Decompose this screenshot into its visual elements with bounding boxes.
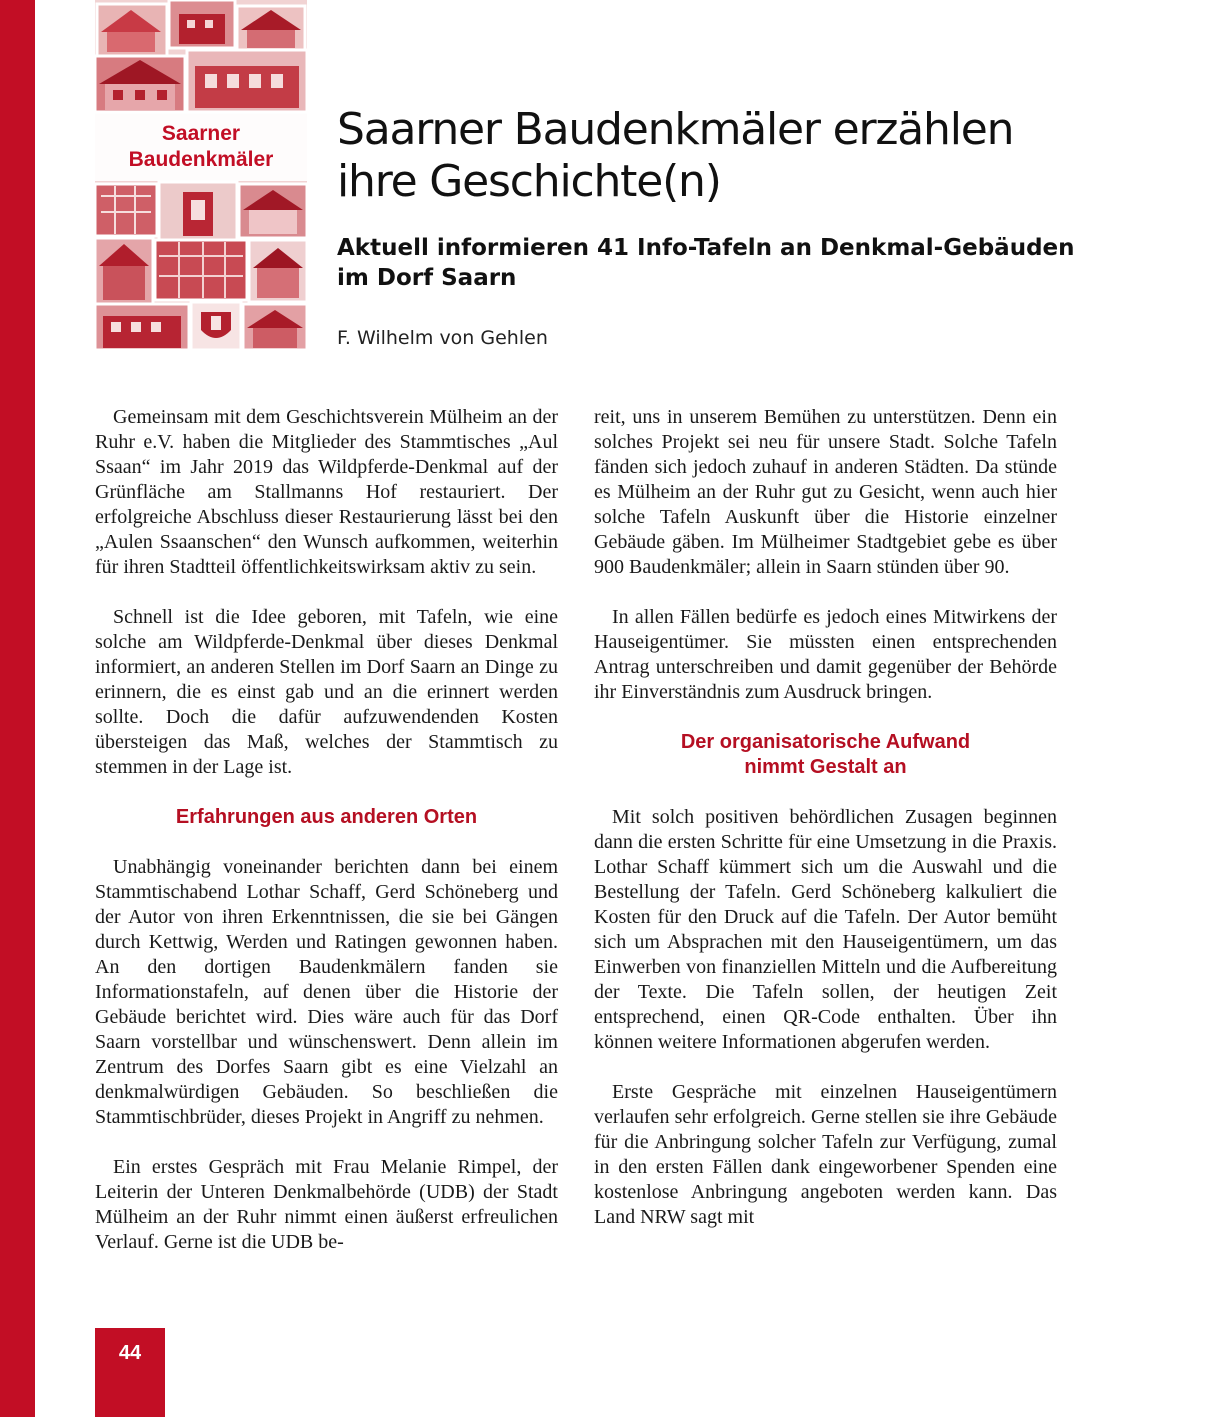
page-number: 44 [118,1342,142,1364]
collage-photo-7 [159,182,237,240]
section-heading: Erfahrungen aus anderen Orten [175,806,478,828]
section-heading-line1: Der organisatorische Aufwand [680,731,971,753]
left-text-column [95,405,558,1280]
collage-photo-2 [169,0,235,48]
cover-title-line1: Saarner [161,122,241,145]
collage-photo-10 [155,240,247,300]
section-heading-line2: nimmt Gestalt an [744,756,907,778]
collage-photo-13 [243,304,307,350]
collage-photo-1 [97,4,167,56]
left-accent-bar [0,0,35,1417]
page-number-box [95,1328,165,1417]
cover-title-line2: Baudenkmäler [128,148,274,171]
paragraph: Erste Gespräche mit einzelnen Hauseigentümern verlaufen sehr erfolgreich. Gerne stellen sie ihre Gebäude für die Anbringung solcher Tafeln zur Verfügung, zumal in den ersten Fällen dank eingeworbener Spenden eine kostenlose Anbringung angeboten werden kann. Das Land NRW sagt mit [594,1081,1057,1228]
right-text-column [594,405,1057,1255]
paragraph: Gemeinsam mit dem Geschichtsverein Mülheim an der Ruhr e.V. haben die Mitglieder des Stammtisches „Aul Ssaan“ im Jahr 2019 das Wildpferde-Denkmal auf der Grünfläche am Stallmanns Hof restauriert. Der erfolgreiche Abschluss dieser Restaurierung lässt bei den „Aulen Ssaanschen“ den Wunsch aufkommen, weiterhin für ihren Stadtteil öffentlichkeitswirksam aktiv zu sein. [95,406,558,578]
collage-photo-9 [95,238,153,304]
paragraph: In allen Fällen bedürfe es jedoch eines Mitwirkens der Hauseigentümer. Sie müssten einen entsprechenden Antrag unterschreiben und damit gegenüber der Behörde ihr Einverständnis zum Ausdruck bringen. [594,606,1057,703]
article-author: F. Wilhelm von Gehlen [337,327,548,349]
cover-title [95,113,307,181]
collage-photo-3 [237,6,305,52]
collage-photo-6 [95,184,157,236]
collage-photo-5 [187,50,307,112]
paragraph: Mit solch positiven behördlichen Zusagen beginnen dann die ersten Schritte für eine Umsetzung in die Praxis. Lothar Schaff kümmert sich um die Auswahl und die Bestellung der Tafeln. Gerd Schöneberg kalkuliert die Kosten für den Druck auf die Tafeln. Der Autor bemüht sich um Absprachen mit den Hauseigentümern, um das Einwerben von finanziellen Mitteln und die Aufbereitung der Texte. Die Tafeln sollen, der heutigen Zeit entsprechend, einen QR-Code enthalten. Über ihn können weitere Informationen abgerufen werden. [594,806,1057,1053]
article-headline: Saarner Baudenkmäler erzählen ihre Geschichte(n) [337,104,1014,207]
collage-photo-8 [239,184,307,238]
paragraph-continued: reit, uns in unserem Bemühen zu unterstützen. Denn ein solches Projekt sei neu für unsere Stadt. Solche Tafeln fänden sich jedoch zuhauf in anderen Städten. Da stünde es Mülheim an der Ruhr gut zu Gesicht, wenn auch hier solche Tafeln Auskunft über die Historie einzelner Gebäude gäben. Im Mülheimer Stadtgebiet gebe es über 900 Baudenkmäler; allein in Saarn stünden über 90. [594,406,1057,578]
book-cover-image [95,0,307,350]
section-heading [594,730,1057,780]
collage-photo-4 [95,56,185,112]
collage-photo-11 [249,240,307,302]
paragraph: Schnell ist die Idee geboren, mit Tafeln, wie eine solche am Wildpferde-Denkmal über dieses Denkmal informiert, an anderen Stellen im Dorf Saarn an Dinge zu erinnern, die es einst gab und an die erinnert werden sollte. Doch die dafür aufzuwendenden Kosten übersteigen das Maß, welches der Stammtisch zu stemmen in der Lage ist. [95,606,558,778]
paragraph: Ein erstes Gespräch mit Frau Melanie Rimpel, der Leiterin der Unteren Denkmalbehörde (UDB) der Stadt Mülheim an der Ruhr nimmt einen äußerst erfreulichen Verlauf. Gerne ist die UDB be- [95,1156,558,1253]
collage-photo-12 [95,304,189,350]
article-subheadline: Aktuell informieren 41 Info-Tafeln an Denkmal-Gebäuden im Dorf Saarn [337,235,1075,291]
paragraph: Unabhängig voneinander berichten dann bei einem Stammtischabend Lothar Schaff, Gerd Schöneberg und der Autor von ihren Erkenntnissen, die sie bei Gängen durch Kettwig, Werden und Ratingen gewonnen haben. An den dortigen Baudenkmälern fanden sie Informationstafeln, auf denen über die Historie der Gebäude berichtet wird. Dies wäre auch für das Dorf Saarn vorstellbar und wünschenswert. Denn allein im Zentrum des Dorfes Saarn gibt es eine Vielzahl an denkmalwürdigen Gebäuden. So beschließen die Stammtischbrüder, dieses Projekt in Angriff zu nehmen. [95,856,558,1128]
collage-emblem [191,302,241,350]
